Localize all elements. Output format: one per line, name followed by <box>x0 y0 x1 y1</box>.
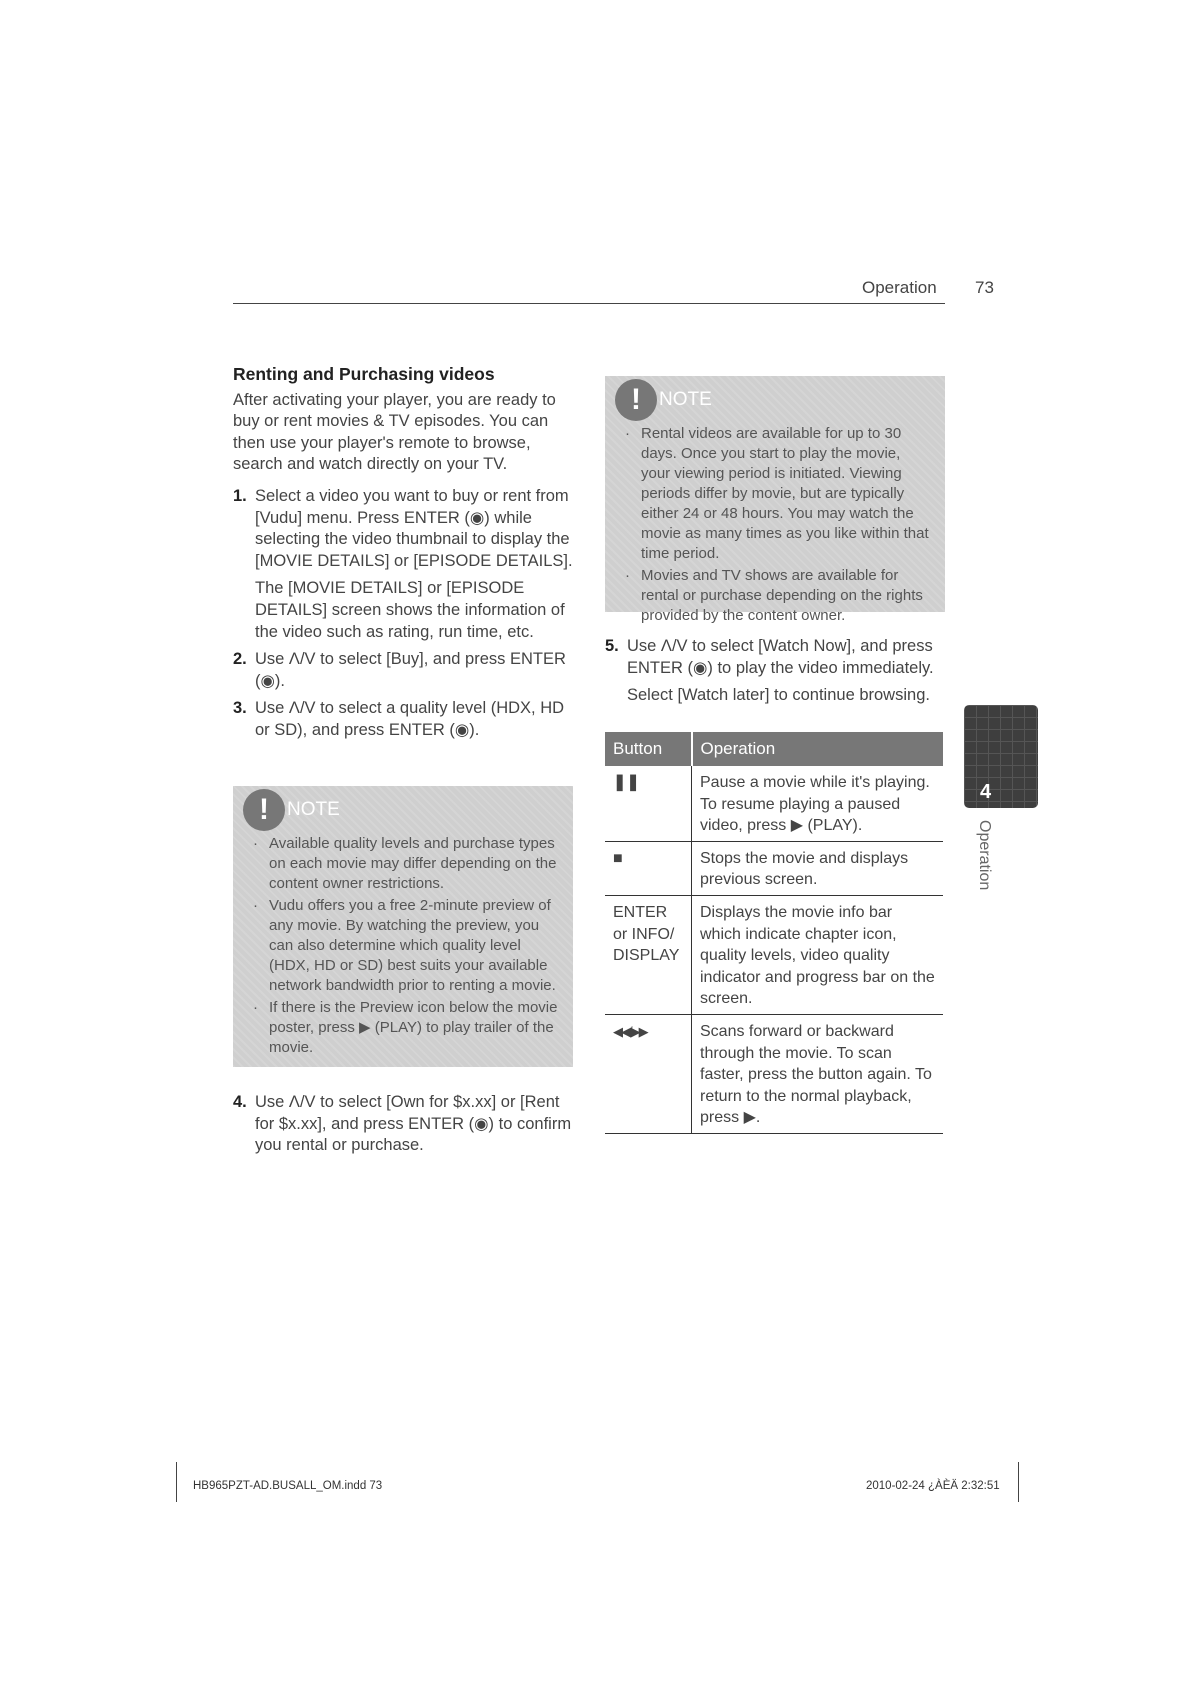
footer-timestamp: 2010-02-24 ¿ÀÈÄ 2:32:51 <box>866 1480 1000 1492</box>
note-label: NOTE <box>659 389 712 410</box>
step-text: Use Λ/V to select [Watch Now], and press ENTER (◉) to play the video immediately. <box>627 637 934 677</box>
table-header-operation: Operation <box>692 732 944 766</box>
step-text: Select a video you want to buy or rent from [Vudu] menu. Press ENTER (◉) while selecting the video thumbnail to display the [MOVIE DETAILS] or [EPISODE DETAILS]. <box>255 486 573 570</box>
stop-icon: ■ <box>605 841 692 895</box>
step-subtext: Select [Watch later] to continue browsing. <box>627 686 930 705</box>
step-number: 4. <box>233 1093 247 1111</box>
table-row <box>605 895 943 1014</box>
step-4 <box>233 1092 573 1157</box>
note-item: · If there is the Preview icon below the movie poster, press ▶ (PLAY) to play trailer of the movie. <box>253 998 559 1058</box>
step-1 <box>233 486 573 643</box>
note-label: NOTE <box>287 799 340 820</box>
step-number: 5. <box>605 637 619 655</box>
table-row <box>605 841 943 895</box>
step-number: 1. <box>233 486 247 505</box>
note-box-left <box>233 786 573 1067</box>
pause-icon: ❚❚ <box>605 766 692 841</box>
table-row <box>605 766 943 841</box>
note-item: · Rental videos are available for up to 30 days. Once you start to play the movie, your viewing period is initiated. Viewing periods differ by movie, but are typically either 24 or 48 hours. You may watch the movie as many times as you like within that time period. <box>625 424 931 564</box>
table-header-button: Button <box>605 732 692 766</box>
left-column <box>233 364 573 748</box>
operation-cell: Scans forward or backward through the movie. To scan faster, press the button again. To return to the normal playback, press ▶. <box>692 1014 944 1133</box>
scan-icon: ◀◀/▶▶ <box>605 1014 692 1133</box>
crop-mark <box>176 1462 177 1502</box>
header-section: Operation <box>862 278 937 297</box>
chapter-number: 4 <box>980 781 992 803</box>
header-rule <box>233 303 945 304</box>
chapter-label: Operation <box>976 820 993 891</box>
step-subtext: The [MOVIE DETAILS] or [EPISODE DETAILS] screen shows the information of the video such as rating, run time, etc. <box>255 579 565 641</box>
step-text: Use Λ/V to select a quality level (HDX, HD or SD), and press ENTER (◉). <box>255 699 565 739</box>
step-number: 2. <box>233 650 247 669</box>
operation-cell: Displays the movie info bar which indicate chapter icon, quality levels, video quality indicator and progress bar on the screen. <box>692 895 944 1014</box>
chapter-tab <box>964 705 1038 808</box>
operation-cell: Pause a movie while it's playing. To resume playing a paused video, press ▶ (PLAY). <box>692 766 944 841</box>
note-item: · Vudu offers you a free 2-minute preview of any movie. By watching the preview, you can also determine which quality level (HDX, HD or SD) best suits your available network bandwidth prior to renting a movie. <box>253 896 559 996</box>
note-item: · Available quality levels and purchase types on each movie may differ depending on the content owner restrictions. <box>253 834 559 894</box>
table-row <box>605 1014 943 1133</box>
step-3 <box>233 698 573 741</box>
step-5 <box>605 636 945 707</box>
exclamation-icon: ! <box>615 379 657 421</box>
step-text: Use Λ/V to select [Buy], and press ENTER (◉). <box>255 650 566 690</box>
footer-filename: HB965PZT-AD.BUSALL_OM.indd 73 <box>193 1480 383 1492</box>
note-item: · Movies and TV shows are available for rental or purchase depending on the rights provided by the content owner. <box>625 566 931 626</box>
step-number: 3. <box>233 699 247 718</box>
section-heading: Renting and Purchasing videos <box>233 364 495 384</box>
intro-text: After activating your player, you are ready to buy or rent movies & TV episodes. You can then use your player's remote to browse, search and watch directly on your TV. <box>233 390 556 474</box>
note-box-right <box>605 376 945 624</box>
exclamation-icon: ! <box>243 789 285 831</box>
step-text: Use Λ/V to select [Own for $x.xx] or [Rent for $x.xx], and press ENTER (◉) to confirm you rental or purchase. <box>255 1093 572 1155</box>
page-number: 73 <box>975 278 994 297</box>
button-cell: ENTER or INFO/ DISPLAY <box>605 895 692 1014</box>
right-column <box>605 636 945 713</box>
left-column-bottom <box>233 1092 573 1163</box>
step-2 <box>233 649 573 692</box>
operation-cell: Stops the movie and displays previous screen. <box>692 841 944 895</box>
crop-mark <box>1018 1462 1019 1502</box>
button-operation-table <box>605 732 943 1134</box>
